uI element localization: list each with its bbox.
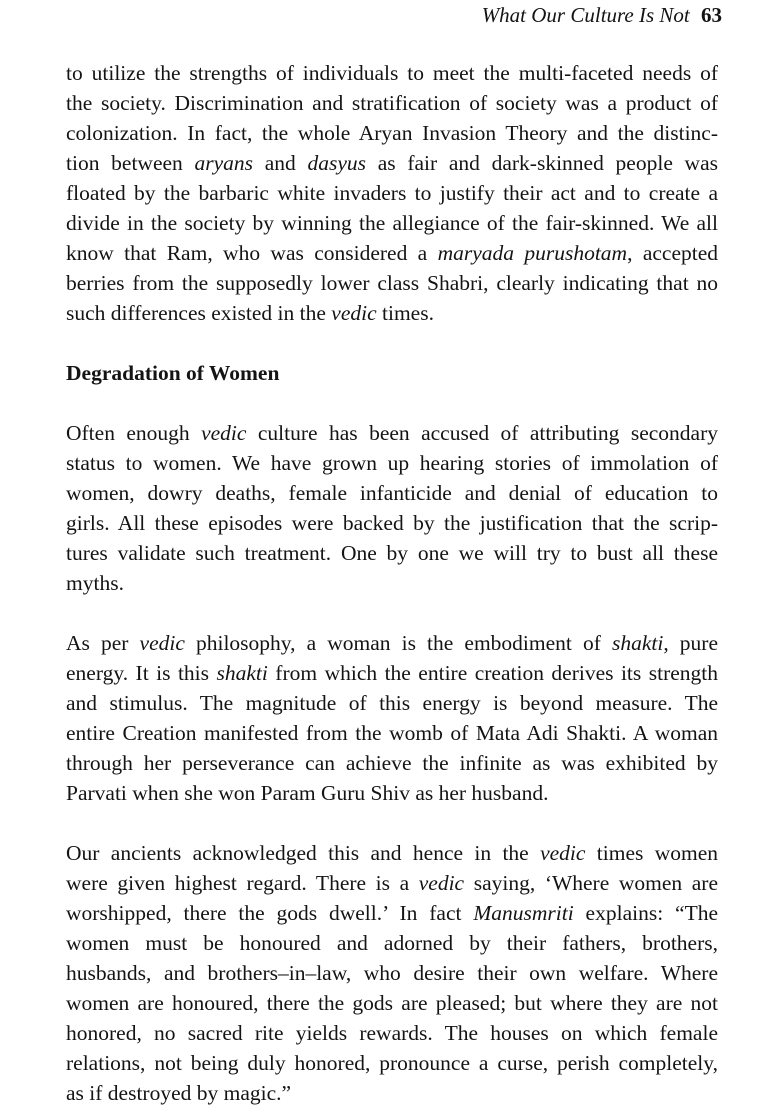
text-run: husbands, and brothers–in–law, who desire their own welfare. Where bbox=[66, 961, 718, 985]
text-line bbox=[66, 1048, 718, 1078]
text-line bbox=[66, 628, 718, 658]
text-line bbox=[66, 988, 718, 1018]
text-line bbox=[66, 958, 718, 988]
text-line bbox=[66, 508, 718, 538]
text-line bbox=[66, 568, 718, 598]
italic-term: maryada purushotam bbox=[437, 241, 628, 265]
text-run: times women bbox=[585, 841, 718, 865]
italic-term: vedic bbox=[331, 301, 377, 325]
text-line bbox=[66, 118, 718, 148]
text-line bbox=[66, 88, 718, 118]
text-run: Parvati when she won Param Guru Shiv as her husband. bbox=[66, 781, 549, 805]
body-text bbox=[66, 58, 718, 1108]
text-line bbox=[66, 418, 718, 448]
running-head-title: What Our Culture Is Not bbox=[481, 3, 690, 27]
text-line bbox=[66, 208, 718, 238]
text-line bbox=[66, 448, 718, 478]
text-run: know that Ram, who was considered a bbox=[66, 241, 438, 265]
text-run: entire Creation manifested from the womb of Mata Adi Shakti. A woman bbox=[66, 721, 718, 745]
text-run: women are honoured, there the gods are pleased; but where they are not bbox=[66, 991, 718, 1015]
text-run: and bbox=[253, 151, 308, 175]
text-line bbox=[66, 718, 718, 748]
paragraph-secondary-status bbox=[66, 418, 718, 598]
text-run: philosophy, a woman is the embodiment of bbox=[184, 631, 612, 655]
text-run: explains: “The bbox=[573, 901, 718, 925]
text-run: as fair and dark-skinned people was bbox=[366, 151, 718, 175]
text-run: colonization. In fact, the whole Aryan Invasion Theory and the distinc- bbox=[66, 121, 718, 145]
text-line bbox=[66, 238, 718, 268]
text-run: saying, ‘Where women are bbox=[464, 871, 719, 895]
text-line bbox=[66, 478, 718, 508]
italic-term: vedic bbox=[418, 871, 465, 895]
text-line bbox=[66, 148, 718, 178]
paragraph-caste bbox=[66, 58, 718, 328]
paragraph-manusmriti bbox=[66, 838, 718, 1108]
text-line bbox=[66, 178, 718, 208]
text-line bbox=[66, 658, 718, 688]
text-line bbox=[66, 748, 718, 778]
text-run: berries from the supposedly lower class Shabri, clearly indicating that no bbox=[66, 271, 718, 295]
text-run: honored, no sacred rite yields rewards. The houses on which female bbox=[66, 1021, 718, 1045]
italic-term: aryans bbox=[194, 151, 254, 175]
italic-term: vedic bbox=[540, 841, 586, 865]
text-run: floated by the barbaric white invaders to justify their act and to create a bbox=[66, 181, 718, 205]
text-line bbox=[66, 868, 718, 898]
text-run: Our ancients acknowledged this and hence in the bbox=[66, 841, 541, 865]
text-run: from which the entire creation derives its strength bbox=[267, 661, 718, 685]
text-line bbox=[66, 928, 718, 958]
italic-term: vedic bbox=[201, 421, 247, 445]
running-head bbox=[482, 0, 722, 30]
text-line bbox=[66, 778, 718, 808]
italic-term: vedic bbox=[139, 631, 185, 655]
text-run: culture has been accused of attributing secondary bbox=[246, 421, 719, 445]
section-heading: Degradation of Women bbox=[66, 361, 280, 385]
text-run: , accepted bbox=[627, 241, 719, 265]
text-run: the society. Discrimination and stratification of society was a product of bbox=[66, 91, 718, 115]
text-line bbox=[66, 298, 718, 328]
text-line bbox=[66, 838, 718, 868]
text-run: girls. All these episodes were backed by the justification that the scrip- bbox=[66, 511, 718, 535]
text-run: Often enough bbox=[66, 421, 202, 445]
text-run: through her perseverance can achieve the infinite as was exhibited by bbox=[66, 751, 718, 775]
text-run: myths. bbox=[66, 571, 124, 595]
text-run: women, dowry deaths, female infanticide and denial of education to bbox=[66, 481, 718, 505]
text-run: times. bbox=[376, 301, 434, 325]
page-number: 63 bbox=[701, 3, 722, 27]
text-run: such differences existed in the bbox=[66, 301, 332, 325]
text-run: as if destroyed by magic.” bbox=[66, 1081, 292, 1105]
text-line bbox=[66, 898, 718, 928]
text-line bbox=[66, 1018, 718, 1048]
text-run: were given highest regard. There is a bbox=[66, 871, 419, 895]
italic-term: shakti bbox=[611, 631, 664, 655]
text-run: status to women. We have grown up hearing stories of immolation of bbox=[66, 451, 718, 475]
text-line bbox=[66, 58, 718, 88]
text-line bbox=[66, 688, 718, 718]
text-line bbox=[66, 268, 718, 298]
text-run: divide in the society by winning the allegiance of the fair-skinned. We all bbox=[66, 211, 718, 235]
text-run: relations, not being duly honored, pronounce a curse, perish completely, bbox=[66, 1051, 718, 1075]
text-line bbox=[66, 1078, 718, 1108]
text-line bbox=[66, 538, 718, 568]
italic-term: shakti bbox=[216, 661, 268, 685]
text-run: energy. It is this bbox=[66, 661, 217, 685]
text-run: , pure bbox=[663, 631, 718, 655]
text-run: tion between bbox=[66, 151, 195, 175]
text-run: worshipped, there the gods dwell.’ In fact bbox=[66, 901, 474, 925]
paragraph-shakti bbox=[66, 628, 718, 808]
text-run: to utilize the strengths of individuals to meet the multi-faceted needs of bbox=[66, 61, 718, 85]
text-run: and stimulus. The magnitude of this energy is beyond measure. The bbox=[66, 691, 718, 715]
text-run: tures validate such treatment. One by one we will try to bust all these bbox=[66, 541, 718, 565]
text-run: As per bbox=[66, 631, 140, 655]
text-run: women must be honoured and adorned by their fathers, brothers, bbox=[66, 931, 718, 955]
italic-term: Manusmriti bbox=[473, 901, 574, 925]
italic-term: dasyus bbox=[307, 151, 366, 175]
